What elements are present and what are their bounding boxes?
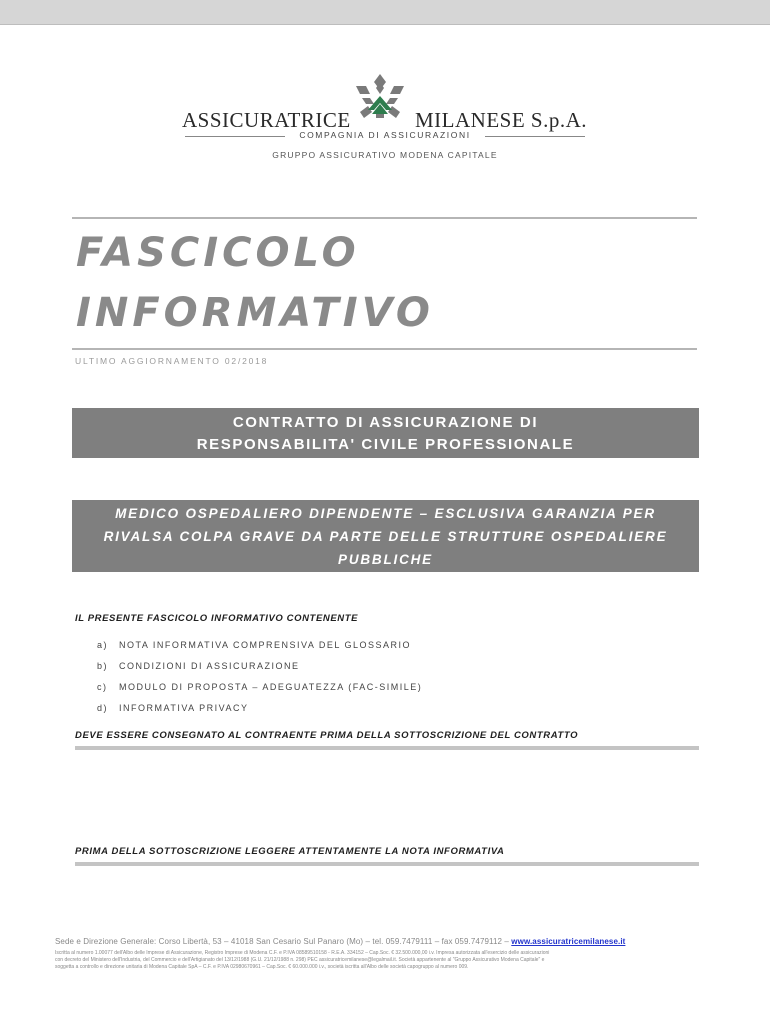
brand-subtitle: COMPAGNIA DI ASSICURAZIONI xyxy=(299,130,471,140)
list-item-letter: d) xyxy=(97,703,109,713)
contract-type-line2: RESPONSABILITA' CIVILE PROFESSIONALE xyxy=(196,436,575,453)
document-title-line1: FASCICOLO xyxy=(76,230,360,276)
footer-legal-line3: soggetta a controllo e direzione unitaria di Modena Capitale SpA – C.F. e P.IVA 02980670961 – Cap.Soc. € 60.000.000 i.v., società iscritta all'Albo delle società capogruppo al numero 009. xyxy=(55,964,469,970)
brand-name-left: ASSICURATRICE xyxy=(182,108,351,132)
list-item-letter: c) xyxy=(97,682,108,692)
contract-type-line1: CONTRATTO DI ASSICURAZIONE DI xyxy=(232,414,539,431)
contents-intro: IL PRESENTE FASCICOLO INFORMATIVO CONTENENTE xyxy=(75,613,359,624)
list-item-text: INFORMATIVA PRIVACY xyxy=(119,703,249,713)
list-item-text: NOTA INFORMATIVA COMPRENSIVA DEL GLOSSARIO xyxy=(119,640,412,650)
reading-notice: PRIMA DELLA SOTTOSCRIZIONE LEGGERE ATTENTAMENTE LA NOTA INFORMATIVA xyxy=(75,846,699,866)
list-item-text: CONDIZIONI DI ASSICURAZIONE xyxy=(119,661,300,671)
title-bottom-rule xyxy=(72,348,697,350)
company-header xyxy=(0,72,770,162)
company-logo-emblem-icon xyxy=(350,72,410,132)
footer-legal-line2: con decreto del Ministero dell'Industria, del Commercio e dell'Artigianato del 13/12/1988 (G.U. 21/12/1988 n. 298) PEC assicuratricemilanese@legalmail.it. Società appartenente al "Gruppo Assicurativo Modena Capitale" e xyxy=(55,957,545,963)
brand-name-right: MILANESE S.p.A. xyxy=(415,108,588,132)
website-link[interactable]: www.assicuratricemilanese.it xyxy=(511,937,626,946)
last-updated: ULTIMO AGGIORNAMENTO 02/2018 xyxy=(75,356,269,366)
product-line1: MEDICO OSPEDALIERO DIPENDENTE – ESCLUSIVA GARANZIA PER xyxy=(115,506,656,521)
brand-divider-right xyxy=(485,136,585,137)
delivery-notice: DEVE ESSERE CONSEGNATO AL CONTRAENTE PRIMA DELLA SOTTOSCRIZIONE DEL CONTRATTO xyxy=(75,730,699,750)
footer-legal-line1: Iscritta al numero 1.00077 dell'Albo delle Imprese di Assicurazione, Registro Imprese di Modena C.F. e P.IVA 08589510158 - R.E.A. 334152 – Cap.Soc. € 32.500.000,00 i.v. Impresa autorizzata all'esercizio delle assicurazioni xyxy=(55,950,550,956)
contents-list xyxy=(97,640,422,724)
footer-address xyxy=(55,937,625,946)
product-line2: RIVALSA COLPA GRAVE DA PARTE DELLE STRUTTURE OSPEDALIERE xyxy=(103,529,668,544)
list-item-text: MODULO DI PROPOSTA – ADEGUATEZZA (FAC-SIMILE) xyxy=(119,682,423,692)
list-item-letter: b) xyxy=(97,661,109,671)
list-item xyxy=(97,703,422,724)
list-item-letter: a) xyxy=(97,640,109,650)
footer-legal xyxy=(55,950,705,971)
document-title-line2: INFORMATIVO xyxy=(76,290,434,336)
footer-address-text: Sede e Direzione Generale: Corso Libertà, 53 – 41018 San Cesario Sul Panaro (Mo) – tel. 059.7479111 – fax 059.7479112 – xyxy=(55,937,512,946)
contract-type-banner xyxy=(72,408,699,458)
brand-divider-left xyxy=(185,136,285,137)
group-name: GRUPPO ASSICURATIVO MODENA CAPITALE xyxy=(272,150,498,160)
product-banner xyxy=(72,500,699,572)
viewer-top-bar xyxy=(0,0,770,25)
list-item xyxy=(97,661,422,682)
title-top-rule xyxy=(72,217,697,219)
product-line3: PUBBLICHE xyxy=(338,552,433,567)
list-item xyxy=(97,682,422,703)
list-item xyxy=(97,640,422,661)
